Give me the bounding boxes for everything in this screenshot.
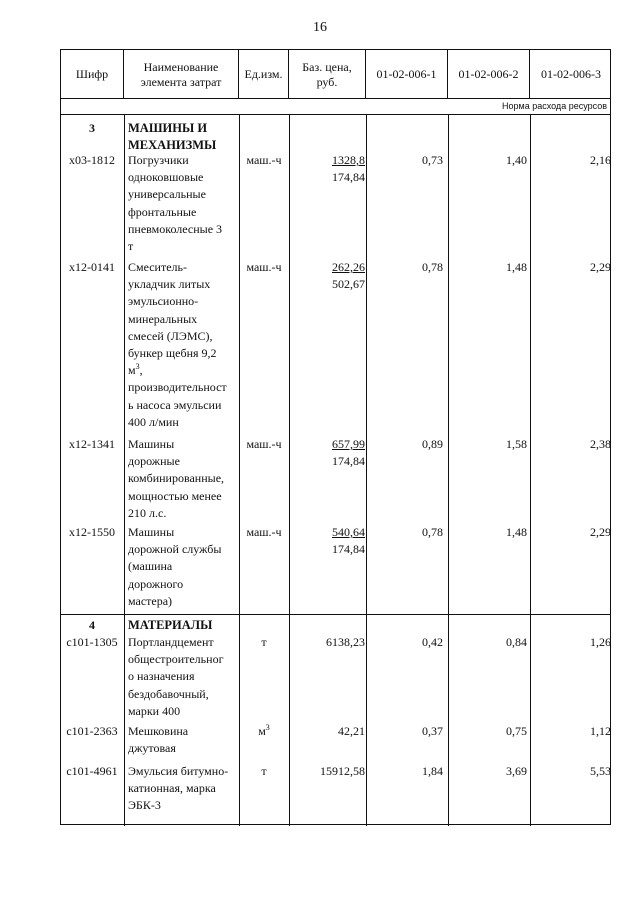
wage-price: 502,67	[332, 277, 365, 292]
resource-price: 6138,23	[326, 635, 365, 649]
resource-code: х03-1812	[69, 153, 115, 167]
norm-value-1: 0,78	[422, 260, 443, 274]
resource-price: 42,21	[338, 724, 365, 738]
norm-value-2: 1,48	[506, 525, 527, 539]
norm-value-3: 1,12	[590, 724, 611, 738]
resource-name: Эмульсия битумно- катионная, марка ЭБК-3	[128, 764, 229, 813]
resource-name: Погрузчики одноковшовые универсальные фронтальные пневмоколесные 3 т	[128, 153, 223, 254]
unit-m3: $м^3$,	[128, 362, 143, 378]
resource-unit: маш.-ч	[246, 525, 282, 539]
section-number: 3	[89, 121, 95, 135]
norm-value-1: 0,42	[422, 635, 443, 649]
norm-value-1: 0,73	[422, 153, 443, 167]
wage-price: 174,84	[332, 542, 365, 557]
section-number: 4	[89, 618, 95, 632]
norm-value-3: 2,16	[590, 153, 611, 167]
norm-value-3: 5,53	[590, 764, 611, 778]
resource-code: с101-2363	[66, 724, 118, 738]
resource-price	[289, 524, 365, 558]
base-price: 540,64	[332, 525, 365, 539]
wage-price: 174,84	[332, 170, 365, 185]
resource-name: Мешковина джутовая	[128, 724, 189, 756]
resource-price	[289, 259, 365, 293]
section-title: МАТЕРИАЛЫ	[128, 618, 213, 632]
column-divider	[124, 115, 125, 826]
norm-value-2: 1,58	[506, 437, 527, 451]
column-divider	[289, 115, 290, 826]
column-divider	[366, 115, 367, 826]
norm-value-1: 1,84	[422, 764, 443, 778]
norm-value-3: 2,38	[590, 437, 611, 451]
resource-code: х12-1341	[69, 437, 115, 451]
norm-value-3: 2,29	[590, 260, 611, 274]
header-code: Шифр	[61, 50, 124, 99]
header-name: Наименование элемента затрат	[124, 50, 239, 99]
column-divider	[530, 115, 531, 826]
resource-price	[289, 436, 365, 470]
section-title: МАШИНЫ И МЕХАНИЗМЫ	[128, 121, 217, 153]
norm-value-1: 0,89	[422, 437, 443, 451]
base-price: 657,99	[332, 437, 365, 451]
resource-unit: т	[261, 635, 267, 649]
norm-value-3: 1,26	[590, 635, 611, 649]
resource-code: с101-1305	[66, 635, 118, 649]
base-price: 1328,8	[332, 153, 365, 167]
resource-name: Машины дорожной службы (машина дорожного мастера)	[128, 525, 222, 608]
resource-unit: т	[261, 764, 267, 778]
resource-norm-table	[60, 49, 611, 825]
column-divider	[448, 115, 449, 826]
norm-value-2: 0,84	[506, 635, 527, 649]
norm-value-2: 1,40	[506, 153, 527, 167]
header-col1: 01-02-006-1	[366, 50, 448, 99]
table-header	[61, 50, 610, 99]
page-number: 16	[313, 20, 327, 35]
resource-name: Смеситель- укладчик литых эмульсионно- минеральных смесей (ЛЭМС), бункер щебня 9,2 $м^3$, производительност ь насоса эмульсии 400 л/мин	[128, 260, 227, 429]
resource-name: Машины дорожные комбинированные, мощностью менее 210 л.с.	[128, 437, 225, 520]
resource-price	[289, 152, 365, 186]
resource-name: Портландцемент общестроительног о назначения бездобавочный, марки 400	[128, 635, 224, 718]
resource-unit: $м^3$	[258, 723, 270, 738]
norm-label: Норма расхода ресурсов	[61, 99, 610, 115]
base-price: 262,26	[332, 260, 365, 274]
norm-value-2: 3,69	[506, 764, 527, 778]
resource-unit: маш.-ч	[246, 153, 282, 167]
header-unit: Ед.изм.	[239, 50, 289, 99]
resource-price: 15912,58	[320, 764, 365, 778]
resource-code: с101-4961	[66, 764, 118, 778]
norm-value-2: 1,48	[506, 260, 527, 274]
norm-value-3: 2,29	[590, 525, 611, 539]
norm-value-1: 0,37	[422, 724, 443, 738]
resource-unit: маш.-ч	[246, 437, 282, 451]
header-col3: 01-02-006-3	[541, 67, 601, 81]
resource-code: х12-0141	[69, 260, 115, 274]
wage-price: 174,84	[332, 454, 365, 469]
resource-unit: маш.-ч	[246, 260, 282, 274]
section-divider	[61, 614, 610, 615]
header-col2: 01-02-006-2	[448, 50, 530, 99]
resource-code: х12-1550	[69, 525, 115, 539]
norm-value-2: 0,75	[506, 724, 527, 738]
header-price: Баз. цена, руб.	[289, 50, 366, 99]
norm-value-1: 0,78	[422, 525, 443, 539]
